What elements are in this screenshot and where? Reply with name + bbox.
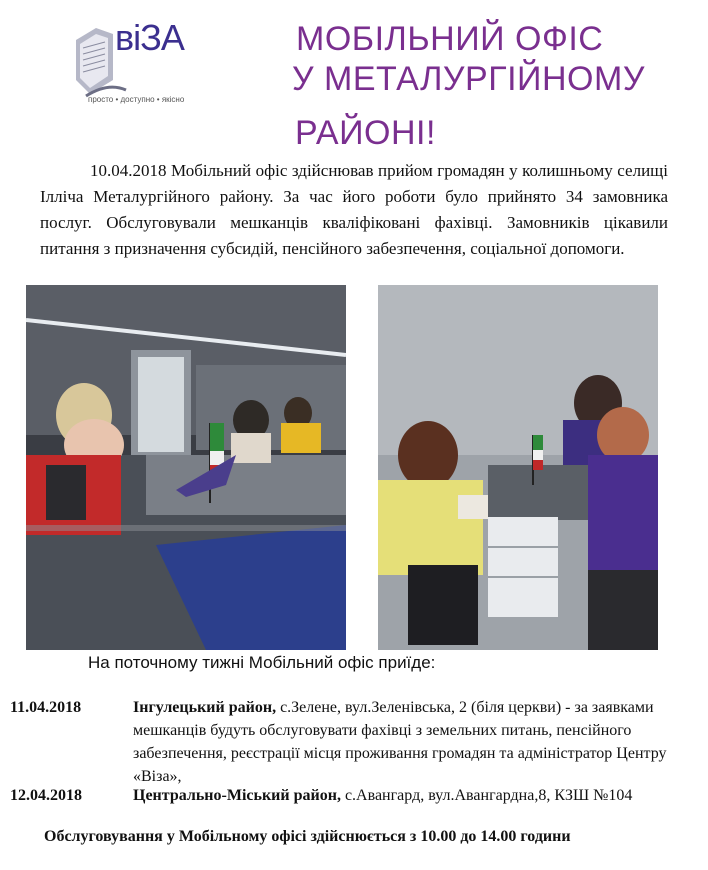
schedule-date: 11.04.2018 [10,699,82,716]
schedule-details: с.Зелене, вул.Зеленівська, 2 (біля церкви) - за заявками мешканців будуть обслуговувати фахівці з земельних питань, пенсійного забезпечення, реєстрації місця проживання громадян та адміністратор Центру «Віза», [133,699,667,785]
page-title-line2: У МЕТАЛУРГІЙНОМУ [292,60,645,98]
schedule-district: Центрально-Міський район, [133,787,341,804]
photo-mobile-office-interior [26,285,346,650]
photo-consultation [378,285,658,650]
page-title-line1: МОБІЛЬНИЙ ОФІС [296,20,604,58]
logo-tagline: просто • доступно • якісно [88,95,185,104]
schedule-entry [133,784,693,807]
logo-brand: віЗА [115,17,184,58]
intro-paragraph: 10.04.2018 Мобільний офіс здійснював прийом громадян у колишньому селищі Ілліча Металургійного району. За час його роботи було прийнято 34 замовника послуг. Обслуговували мешканців кваліфіковані фахівці. Замовників цікавили питання з призначення субсидій, пенсійного забезпечення, соціальної допомоги. [40,161,668,258]
schedule-district: Інгулецький район, [133,699,277,716]
schedule-entry [133,696,693,788]
page-title-line3: РАЙОНІ! [295,114,436,152]
schedule-details: с.Авангард, вул.Авангардна,8, КЗШ №104 [340,787,633,804]
schedule-date: 12.04.2018 [10,787,82,804]
service-hours: Обслуговування у Мобільному офісі здійснюється з 10.00 до 14.00 години [44,828,571,845]
week-heading: На поточному тижні Мобільний офіс приїде: [88,653,436,672]
